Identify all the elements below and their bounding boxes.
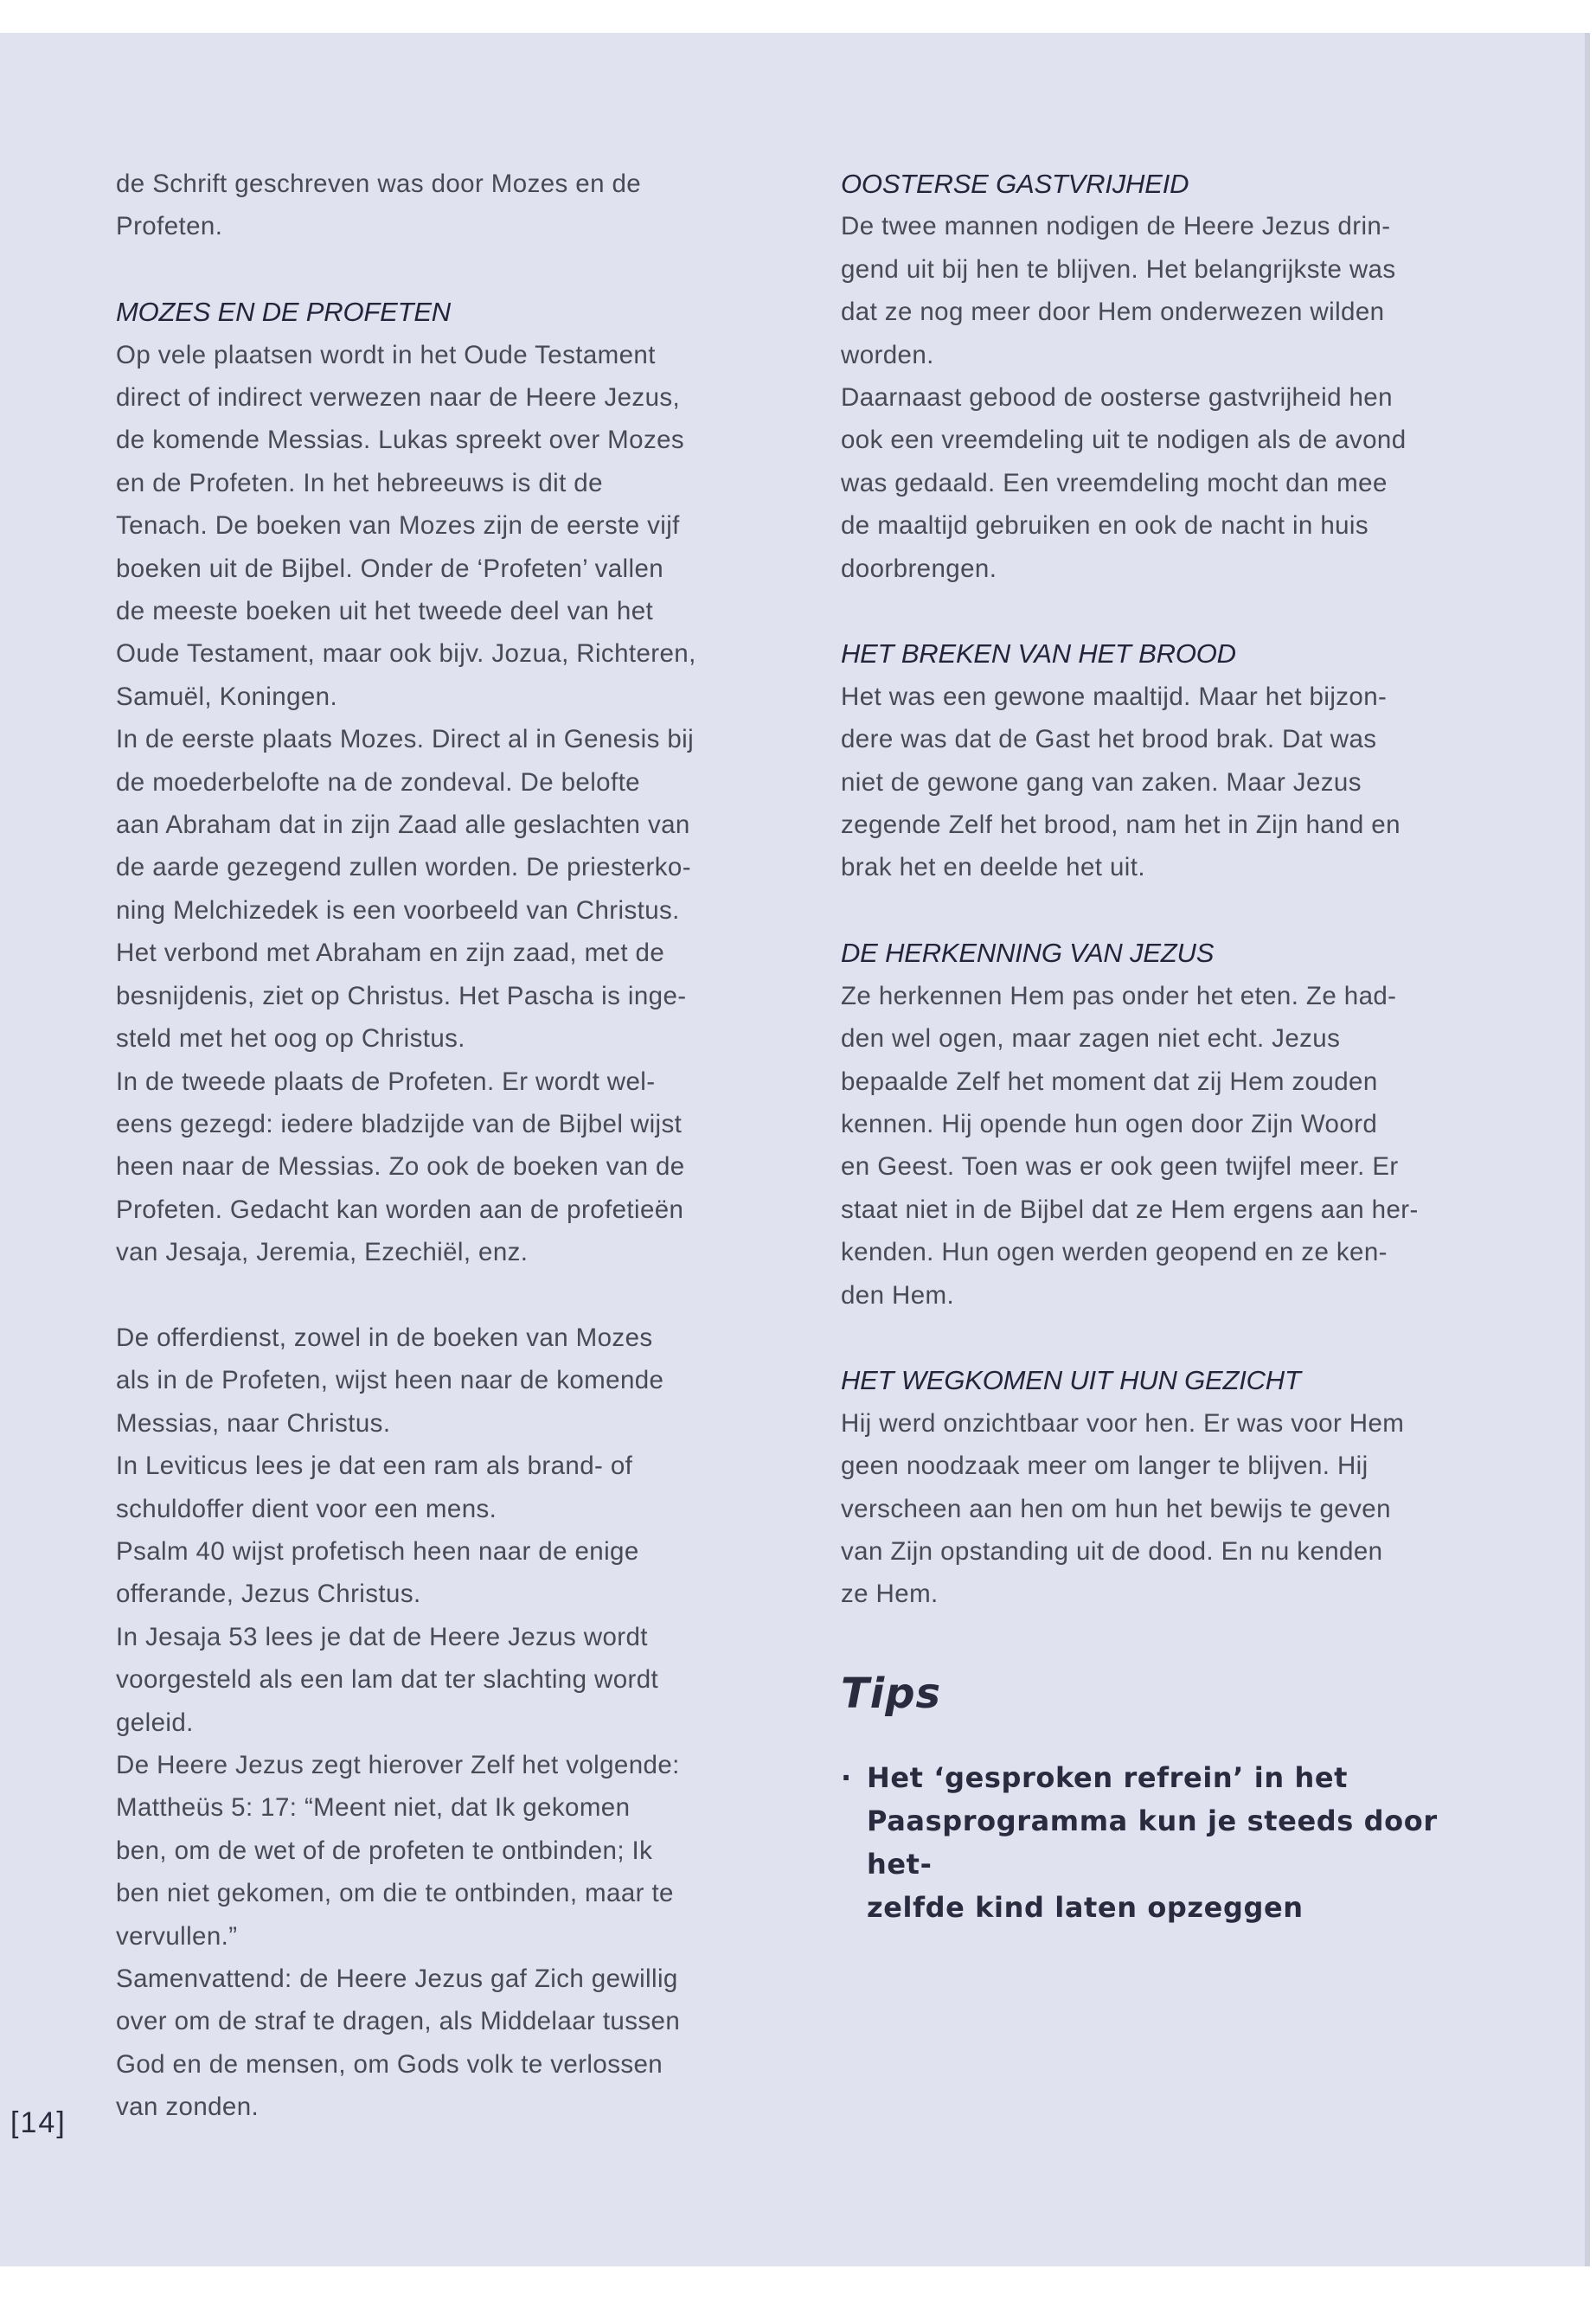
brood-paragraph: Het was een gewone maaltijd. Maar het bijzon- dere was dat de Gast het brood brak. Dat was niet de gewone gang van zaken. Maar Jezus zegende Zelf het brood, nam het in Zijn hand en brak het en deelde het uit. — [841, 682, 1401, 882]
mozes-paragraph-2: In de eerste plaats Mozes. Direct al in Genesis bij de moederbelofte na de zondeval. De belofte aan Abraham dat in zijn Zaad alle geslachten van de aarde gezegend zullen worden. De priesterko- ning Melchizedek is een voorbeeld van Christus. Het verbond met Abraham en zijn zaad, met de besnijdenis, ziet op Christus. Het Pascha is inge- steld met het oog op Christus. — [116, 725, 695, 1054]
offer-paragraph-1: De offerdienst, zowel in de boeken van Mozes als in de Profeten, wijst heen naar de komende Messias, naar Christus. — [116, 1323, 664, 1438]
mozes-paragraph-1: Op vele plaatsen wordt in het Oude Testament direct of indirect verwezen naar de Heere Jezus, de komende Messias. Lukas spreekt over Mozes en de Profeten. In het hebreeuws is dit de Tenach. De boeken van Mozes zijn de eerste vijf boeken uit de Bijbel. Onder de ‘Profeten’ vallen de meeste boeken uit het tweede deel van het Oude Testament, maar ook bijv. Jozua, Richteren, Samuël, Koningen. — [116, 340, 696, 711]
tips-list-item — [841, 1756, 1498, 1929]
tips-list — [841, 1756, 1498, 1929]
heading-mozes-en-de-profeten: MOZES EN DE PROFETEN — [116, 297, 451, 328]
offer-paragraph-2: In Leviticus lees je dat een ram als brand- of schuldoffer dient voor een mens. — [116, 1452, 633, 1523]
page — [0, 33, 1590, 2266]
offer-paragraph-3: Psalm 40 wijst profetisch heen naar de enige offerande, Jezus Christus. — [116, 1536, 639, 1609]
tip-text: Het ‘gesproken refrein’ in het Paasprogramma kun je steeds door het- zelfde kind laten opzeggen — [867, 1760, 1438, 1924]
wegkomen-paragraph: Hij werd onzichtbaar voor hen. Er was voor Hem geen noodzaak meer om langer te blijven. Hij verscheen aan hen om hun het bewijs te geven van Zijn opstanding uit de dood. En nu kenden ze Hem. — [841, 1408, 1405, 1609]
page-number: [14] — [10, 2106, 67, 2139]
herkenning-paragraph: Ze herkennen Hem pas onder het eten. Ze had- den wel ogen, maar zagen niet echt. Jezus bepaalde Zelf het moment dat zij Hem zouden kennen. Hij opende hun ogen door Zijn Woord en Geest. Toen was er ook geen twijfel meer. Er staat niet in de Bijbel dat ze Hem ergens aan her- kenden. Hun ogen werden geopend en ze ken- den Hem. — [841, 981, 1419, 1310]
tips-heading: Tips — [841, 1669, 942, 1718]
mozes-paragraph-3: In de tweede plaats de Profeten. Er wordt wel- eens gezegd: iedere bladzijde van de Bijbel wijst heen naar de Messias. Zo ook de boeken van de Profeten. Gedacht kan worden aan de profetieën van Jesaja, Jeremia, Ezechiël, enz. — [116, 1067, 685, 1267]
offer-paragraph-6: Samenvattend: de Heere Jezus gaf Zich gewillig over om de straf te dragen, als Middelaar tussen God en de mensen, om Gods volk te verlossen van zonden. — [116, 1965, 681, 2122]
left-column — [116, 163, 784, 2129]
heading-oosterse-gastvrijheid: OOSTERSE GASTVRIJHEID — [841, 169, 1189, 199]
heading-breken-van-het-brood: HET BREKEN VAN HET BROOD — [841, 638, 1236, 670]
intro-paragraph: de Schrift geschreven was door Mozes en de Profeten. — [116, 170, 642, 241]
offer-paragraph-4: In Jesaja 53 lees je dat de Heere Jezus wordt voorgesteld als een lam dat ter slachting wordt geleid. — [116, 1622, 659, 1737]
heading-wegkomen-uit-hun-gezicht: HET WEGKOMEN UIT HUN GEZICHT — [841, 1365, 1301, 1396]
gastvrijheid-paragraph-1: De twee mannen nodigen de Heere Jezus drin- gend uit bij hen te blijven. Het belangrijkste was dat ze nog meer door Hem onderwezen wilden worden. — [841, 212, 1396, 369]
offer-paragraph-5: De Heere Jezus zegt hierover Zelf het volgende: Mattheüs 5: 17: “Meent niet, dat Ik gekomen ben, om de wet of de profeten te ontbinden; Ik ben niet gekomen, om die te ontbinden, maar te vervullen.” — [116, 1751, 680, 1951]
bullet-icon: · — [841, 1760, 852, 1794]
heading-herkenning-van-jezus: DE HERKENNING VAN JEZUS — [841, 938, 1215, 969]
right-column — [841, 163, 1498, 1929]
gastvrijheid-paragraph-2: Daarnaast gebood de oosterse gastvrijheid hen ook een vreemdeling uit te nodigen als de avond was gedaald. Een vreemdeling mocht dan mee de maaltijd gebruiken en ook de nacht in huis doorbrengen. — [841, 383, 1407, 583]
